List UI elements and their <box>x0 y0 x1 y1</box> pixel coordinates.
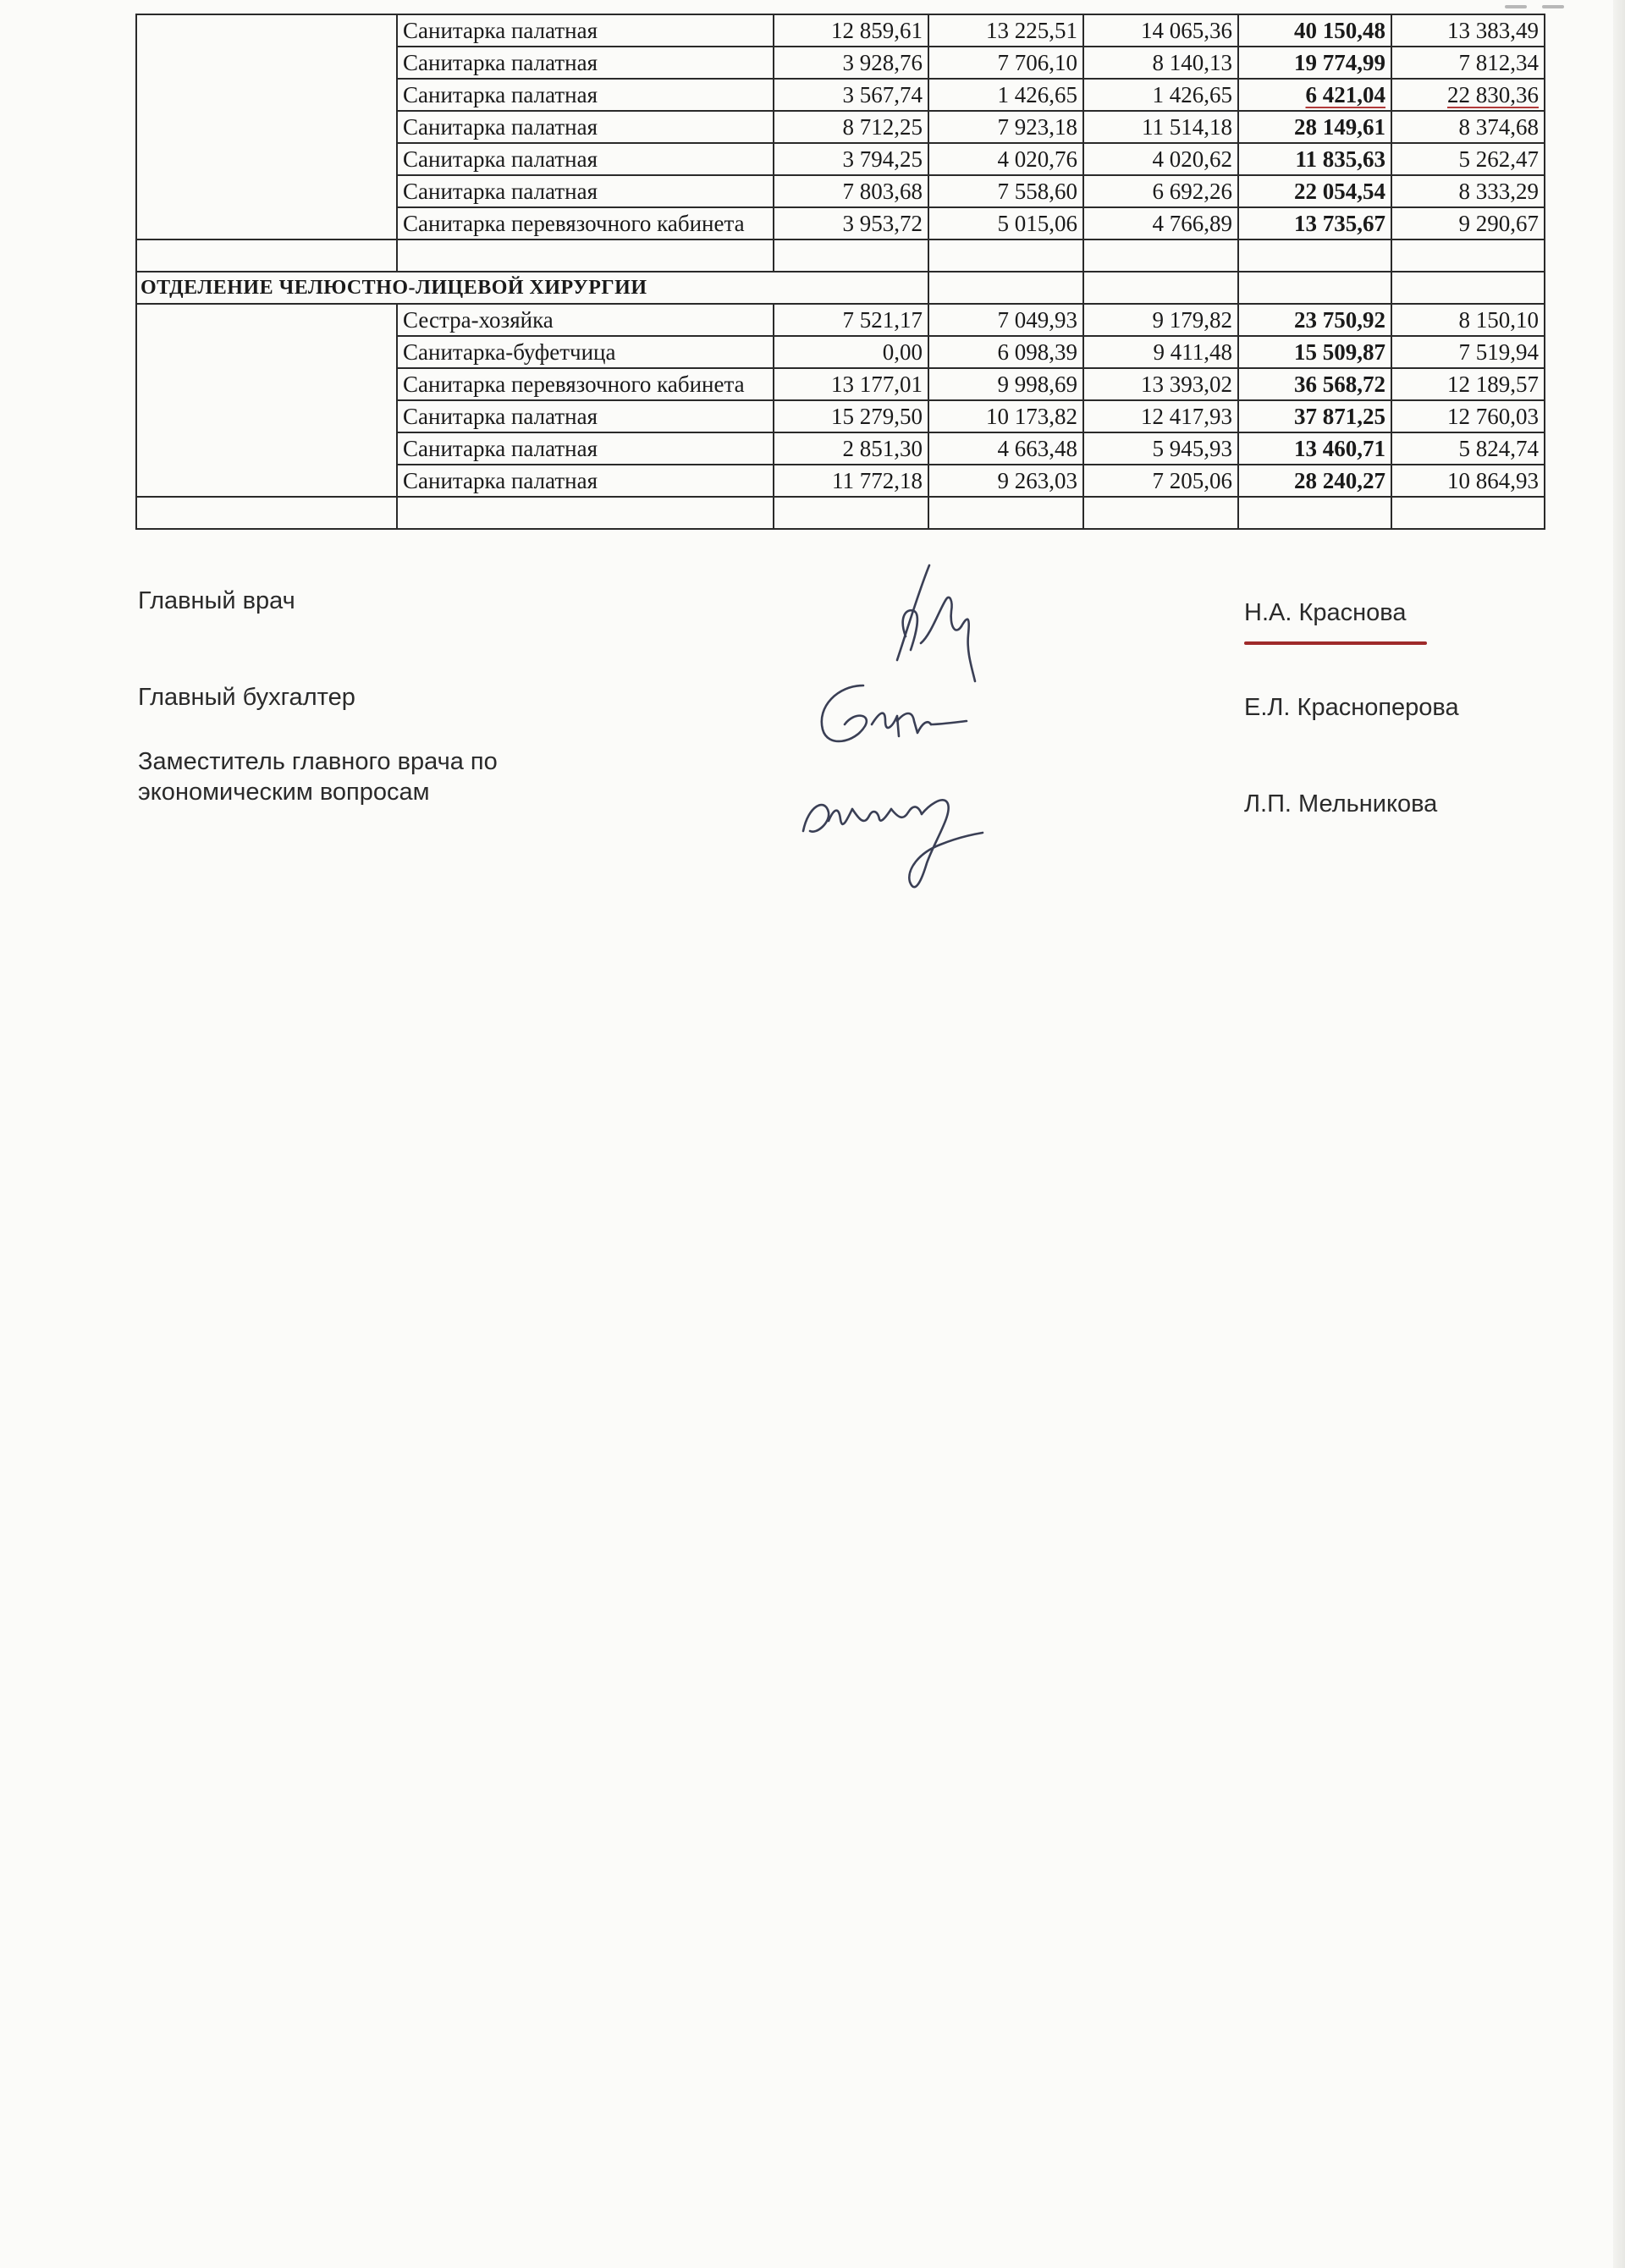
value-cell: 8 140,13 <box>1083 47 1238 79</box>
total-cell <box>1238 79 1391 111</box>
empty-row <box>136 497 1545 529</box>
signature-deputy <box>791 772 986 899</box>
value-cell: 13 225,51 <box>928 14 1083 47</box>
scan-mark <box>1542 5 1564 8</box>
position-cell: Санитарка палатная <box>397 432 774 465</box>
value-cell: 11 514,18 <box>1083 111 1238 143</box>
total-cell: 23 750,92 <box>1238 304 1391 336</box>
value-cell: 0,00 <box>774 336 928 368</box>
value-cell: 1 426,65 <box>928 79 1083 111</box>
value-cell: 1 426,65 <box>1083 79 1238 111</box>
value-cell: 7 923,18 <box>928 111 1083 143</box>
average-cell <box>1391 79 1545 111</box>
value-cell: 8 712,25 <box>774 111 928 143</box>
value-cell: 4 020,76 <box>928 143 1083 175</box>
average-cell: 7 812,34 <box>1391 47 1545 79</box>
average-cell: 5 824,74 <box>1391 432 1545 465</box>
value-cell: 9 263,03 <box>928 465 1083 497</box>
section-title: ОТДЕЛЕНИЕ ЧЕЛЮСТНО-ЛИЦЕВОЙ ХИРУРГИИ <box>136 272 928 304</box>
total-cell: 13 735,67 <box>1238 207 1391 239</box>
total-cell: 28 149,61 <box>1238 111 1391 143</box>
red-underline <box>1244 641 1427 645</box>
empty-row <box>136 239 1545 272</box>
total-cell: 37 871,25 <box>1238 400 1391 432</box>
value-cell: 5 015,06 <box>928 207 1083 239</box>
value-cell: 4 020,62 <box>1083 143 1238 175</box>
position-cell: Санитарка палатная <box>397 14 774 47</box>
deputy-name: Л.П. Мельникова <box>1244 790 1438 817</box>
average-cell: 5 262,47 <box>1391 143 1545 175</box>
position-cell: Санитарка палатная <box>397 79 774 111</box>
salary-table <box>135 14 1545 530</box>
value-cell: 9 998,69 <box>928 368 1083 400</box>
department-cell <box>136 14 397 239</box>
value-cell: 11 772,18 <box>774 465 928 497</box>
department-cell <box>136 304 397 497</box>
average-cell: 8 333,29 <box>1391 175 1545 207</box>
position-cell: Санитарка палатная <box>397 465 774 497</box>
average-cell: 10 864,93 <box>1391 465 1545 497</box>
value-cell: 9 411,48 <box>1083 336 1238 368</box>
value-cell: 7 558,60 <box>928 175 1083 207</box>
total-cell: 15 509,87 <box>1238 336 1391 368</box>
value-cell: 14 065,36 <box>1083 14 1238 47</box>
value-cell: 3 928,76 <box>774 47 928 79</box>
value-cell: 3 567,74 <box>774 79 928 111</box>
table-row <box>136 14 1545 47</box>
value-cell: 3 794,25 <box>774 143 928 175</box>
average-cell: 9 290,67 <box>1391 207 1545 239</box>
signature-chief-doctor <box>880 559 990 685</box>
total-cell: 36 568,72 <box>1238 368 1391 400</box>
total-cell: 11 835,63 <box>1238 143 1391 175</box>
total-cell: 19 774,99 <box>1238 47 1391 79</box>
deputy-label-line2: экономическим вопросам <box>138 779 430 806</box>
total-cell: 40 150,48 <box>1238 14 1391 47</box>
position-cell: Санитарка перевязочного кабинета <box>397 207 774 239</box>
total-cell: 13 460,71 <box>1238 432 1391 465</box>
value-cell: 9 179,82 <box>1083 304 1238 336</box>
position-cell: Санитарка-буфетчица <box>397 336 774 368</box>
value-cell: 10 173,82 <box>928 400 1083 432</box>
total-cell: 28 240,27 <box>1238 465 1391 497</box>
average-cell: 13 383,49 <box>1391 14 1545 47</box>
value-cell: 6 692,26 <box>1083 175 1238 207</box>
scan-mark <box>1505 5 1527 8</box>
underlined-value: 22 830,36 <box>1447 82 1539 107</box>
value-cell: 4 663,48 <box>928 432 1083 465</box>
chief-doctor-name: Н.А. Краснова <box>1244 599 1407 626</box>
chief-doctor-label: Главный врач <box>138 587 295 614</box>
chief-accountant-name: Е.Л. Красноперова <box>1244 694 1459 721</box>
value-cell: 2 851,30 <box>774 432 928 465</box>
position-cell: Санитарка палатная <box>397 111 774 143</box>
value-cell: 13 393,02 <box>1083 368 1238 400</box>
value-cell: 6 098,39 <box>928 336 1083 368</box>
position-cell: Санитарка палатная <box>397 175 774 207</box>
deputy-label-line1: Заместитель главного врача по <box>138 748 498 775</box>
value-cell: 5 945,93 <box>1083 432 1238 465</box>
value-cell: 7 706,10 <box>928 47 1083 79</box>
value-cell: 15 279,50 <box>774 400 928 432</box>
value-cell: 3 953,72 <box>774 207 928 239</box>
position-cell: Санитарка палатная <box>397 400 774 432</box>
average-cell: 7 519,94 <box>1391 336 1545 368</box>
value-cell: 7 205,06 <box>1083 465 1238 497</box>
chief-accountant-label: Главный бухгалтер <box>138 684 355 711</box>
section-header-row <box>136 272 1545 304</box>
value-cell: 7 049,93 <box>928 304 1083 336</box>
value-cell: 7 521,17 <box>774 304 928 336</box>
table-row <box>136 304 1545 336</box>
total-cell: 22 054,54 <box>1238 175 1391 207</box>
value-cell: 7 803,68 <box>774 175 928 207</box>
value-cell: 13 177,01 <box>774 368 928 400</box>
value-cell: 12 417,93 <box>1083 400 1238 432</box>
average-cell: 12 189,57 <box>1391 368 1545 400</box>
average-cell: 8 150,10 <box>1391 304 1545 336</box>
position-cell: Сестра-хозяйка <box>397 304 774 336</box>
position-cell: Санитарка палатная <box>397 143 774 175</box>
value-cell: 12 859,61 <box>774 14 928 47</box>
position-cell: Санитарка перевязочного кабинета <box>397 368 774 400</box>
average-cell: 8 374,68 <box>1391 111 1545 143</box>
value-cell: 4 766,89 <box>1083 207 1238 239</box>
average-cell: 12 760,03 <box>1391 400 1545 432</box>
scan-edge <box>1613 0 1625 2268</box>
position-cell: Санитарка палатная <box>397 47 774 79</box>
signature-chief-accountant <box>804 677 973 753</box>
underlined-value: 6 421,04 <box>1305 82 1385 107</box>
